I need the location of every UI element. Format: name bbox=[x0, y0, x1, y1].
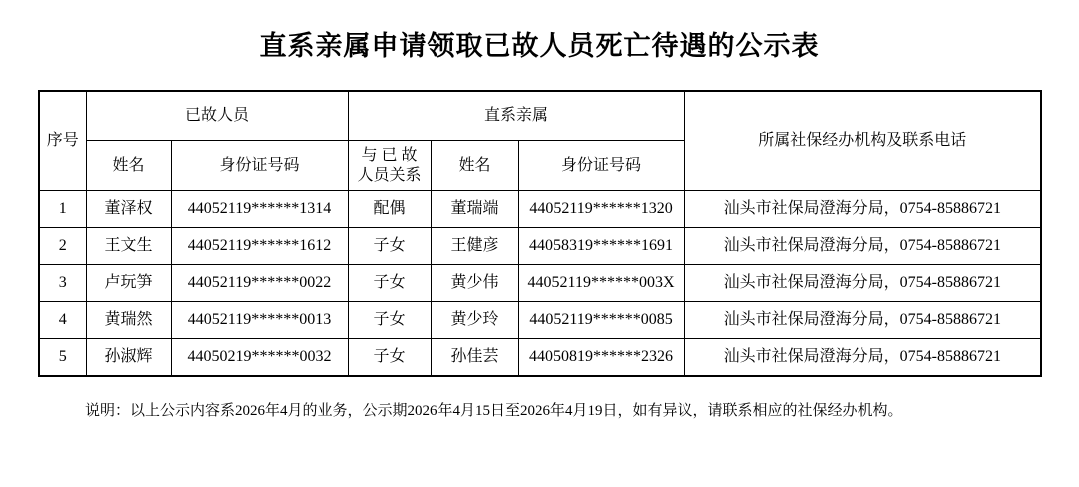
agency-cell: 汕头市社保局澄海分局，0754-85886721 bbox=[684, 228, 1041, 265]
relative-name-header: 姓名 bbox=[431, 141, 518, 191]
deceased-name-cell: 卢玩笋 bbox=[86, 265, 171, 302]
explanation-note: 说明：以上公示内容系2026年4月的业务，公示期2026年4月15日至2026年4月19日，如有异议，请联系相应的社保经办机构。 bbox=[85, 402, 903, 419]
relation-cell: 子女 bbox=[348, 265, 431, 302]
agency-cell: 汕头市社保局澄海分局，0754-85886721 bbox=[684, 265, 1041, 302]
relative-id-cell: 44052119******1320 bbox=[518, 191, 684, 228]
notice-table bbox=[38, 90, 1042, 377]
agency-column-header: 所属社保经办机构及联系电话 bbox=[684, 91, 1041, 191]
table-row bbox=[39, 191, 1041, 228]
agency-cell: 汕头市社保局澄海分局，0754-85886721 bbox=[684, 191, 1041, 228]
relative-name-cell: 孙佳芸 bbox=[431, 339, 518, 376]
seq-cell: 1 bbox=[39, 191, 86, 228]
relative-group-header: 直系亲属 bbox=[348, 91, 684, 141]
agency-cell: 汕头市社保局澄海分局，0754-85886721 bbox=[684, 339, 1041, 376]
deceased-id-cell: 44052119******1612 bbox=[171, 228, 348, 265]
relation-cell: 配偶 bbox=[348, 191, 431, 228]
seq-cell: 4 bbox=[39, 302, 86, 339]
relation-cell: 子女 bbox=[348, 302, 431, 339]
relative-id-cell: 44052119******003X bbox=[518, 265, 684, 302]
deceased-id-cell: 44052119******0022 bbox=[171, 265, 348, 302]
deceased-name-cell: 王文生 bbox=[86, 228, 171, 265]
relative-name-cell: 董瑞端 bbox=[431, 191, 518, 228]
deceased-name-cell: 董泽权 bbox=[86, 191, 171, 228]
seq-cell: 2 bbox=[39, 228, 86, 265]
deceased-group-header: 已故人员 bbox=[86, 91, 348, 141]
seq-column-header: 序号 bbox=[39, 91, 86, 191]
seq-cell: 3 bbox=[39, 265, 86, 302]
table-row bbox=[39, 265, 1041, 302]
seq-cell: 5 bbox=[39, 339, 86, 376]
deceased-name-cell: 黄瑞然 bbox=[86, 302, 171, 339]
page-title: 直系亲属申请领取已故人员死亡待遇的公示表 bbox=[259, 31, 820, 61]
table-row bbox=[39, 228, 1041, 265]
relation-header bbox=[348, 141, 431, 191]
relative-name-cell: 黄少伟 bbox=[431, 265, 518, 302]
deceased-id-header: 身份证号码 bbox=[171, 141, 348, 191]
relation-header-line1: 与 已 故 bbox=[361, 146, 418, 164]
notice-page bbox=[0, 32, 1079, 487]
relative-id-header: 身份证号码 bbox=[518, 141, 684, 191]
relative-id-cell: 44058319******1691 bbox=[518, 228, 684, 265]
deceased-name-cell: 孙淑辉 bbox=[86, 339, 171, 376]
relative-name-cell: 黄少玲 bbox=[431, 302, 518, 339]
header-row-groups bbox=[39, 91, 1041, 141]
relative-id-cell: 44050819******2326 bbox=[518, 339, 684, 376]
agency-cell: 汕头市社保局澄海分局，0754-85886721 bbox=[684, 302, 1041, 339]
deceased-name-header: 姓名 bbox=[86, 141, 171, 191]
deceased-id-cell: 44052119******0013 bbox=[171, 302, 348, 339]
relative-name-cell: 王健彦 bbox=[431, 228, 518, 265]
relation-cell: 子女 bbox=[348, 339, 431, 376]
relation-cell: 子女 bbox=[348, 228, 431, 265]
relation-header-line2: 人员关系 bbox=[357, 166, 422, 184]
deceased-id-cell: 44050219******0032 bbox=[171, 339, 348, 376]
table-row bbox=[39, 339, 1041, 376]
deceased-id-cell: 44052119******1314 bbox=[171, 191, 348, 228]
table-row bbox=[39, 302, 1041, 339]
relative-id-cell: 44052119******0085 bbox=[518, 302, 684, 339]
